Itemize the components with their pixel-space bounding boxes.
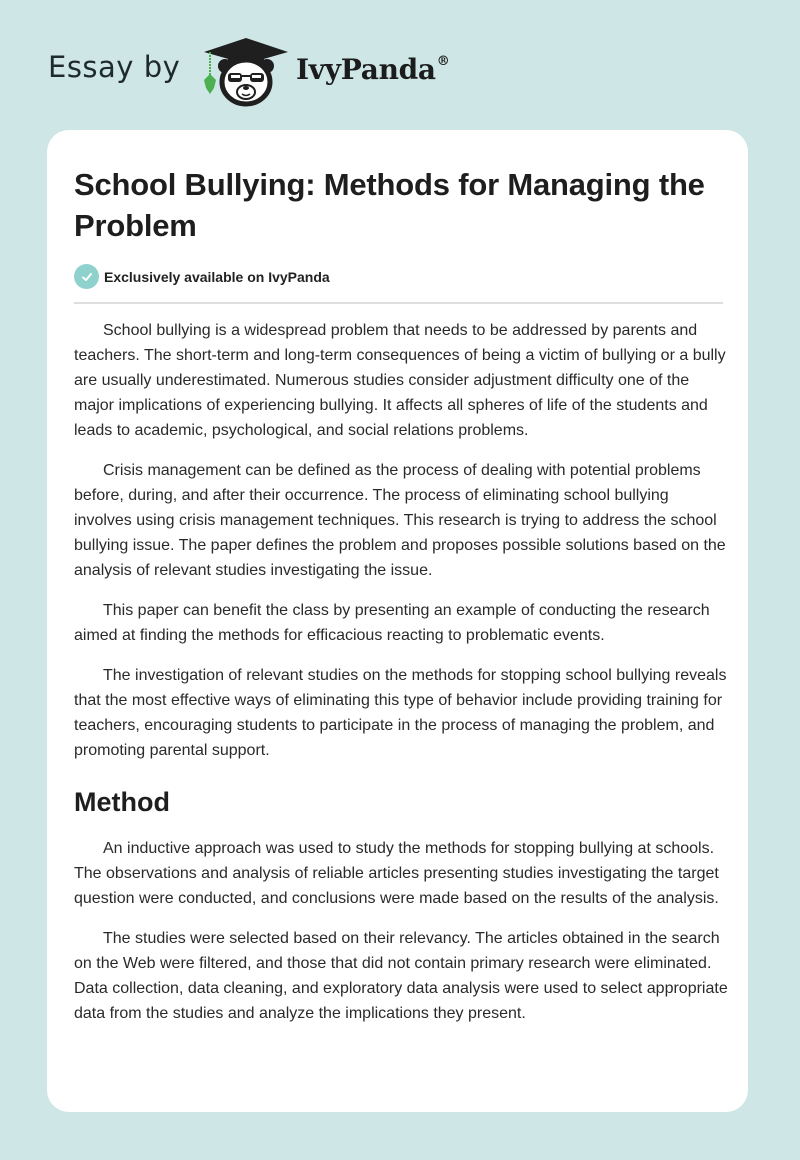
- essay-body: [74, 318, 729, 1041]
- paragraph: The investigation of relevant studies on the methods for stopping school bullying reveals that the most effective ways of eliminating this type of behavior include providing training for teachers, encouraging students to participate in the process of managing the problem, and promoting parental support.: [74, 667, 727, 759]
- page-title: School Bullying: Methods for Managing the Problem: [74, 167, 705, 243]
- registered-mark: ®: [436, 53, 450, 69]
- paragraph: Crisis management can be defined as the process of dealing with potential problems before, during, and after their occurrence. The process of eliminating school bullying involves using crisis management techniques. This research is trying to address the school bullying issue. The paper defines the problem and proposes possible solutions based on the analysis of relevant studies investigating the issue.: [74, 462, 726, 579]
- paragraph: This paper can benefit the class by presenting an example of conducting the research aimed at finding the methods for efficacious reacting to problematic events.: [74, 602, 710, 644]
- exclusive-badge: [74, 264, 330, 289]
- paragraph: The studies were selected based on their relevancy. The articles obtained in the search on the Web were filtered, and those that did not contain primary research were eliminated. Data collection, data cleaning, and exploratory data analysis were used to select appropriate data from the studies and analyze the implications they present.: [74, 930, 728, 1022]
- check-circle-icon: [74, 264, 99, 289]
- paragraph: School bullying is a widespread problem that needs to be addressed by parents and teachers. The short-term and long-term consequences of being a victim of bullying or a bully are usually underestimated. Numerous studies consider adjustment difficulty one of the major implications of experiencing bullying. It affects all spheres of life of the students and leads to academic, psychological, and social relations problems.: [74, 322, 726, 439]
- site-header: [0, 0, 800, 130]
- exclusive-badge-text: Exclusively available on IvyPanda: [104, 268, 330, 285]
- section-heading-method: Method: [74, 787, 170, 817]
- divider: [74, 302, 723, 304]
- paragraph: An inductive approach was used to study the methods for stopping bullying at schools. The observations and analysis of reliable articles presenting studies investigating the target question were conducted, and conclusions were made based on the results of the analysis.: [74, 840, 719, 907]
- essay-card: [47, 130, 748, 1112]
- panda-graduation-cap-icon[interactable]: [200, 36, 292, 108]
- essay-by-label: Essay by: [48, 50, 181, 84]
- brand-name[interactable]: IvyPanda®: [296, 53, 450, 86]
